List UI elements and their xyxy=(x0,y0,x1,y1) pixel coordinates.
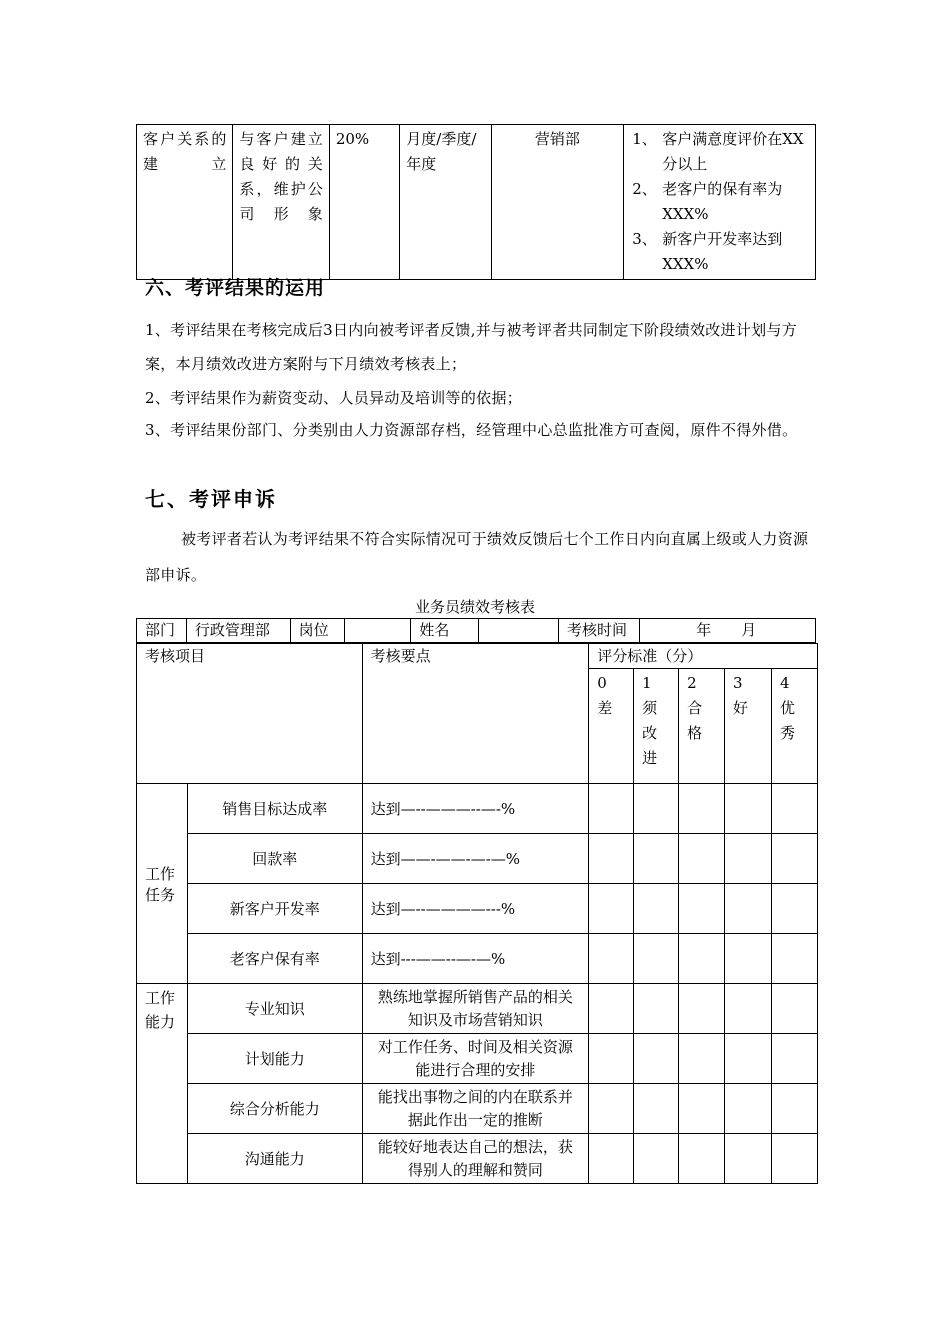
score-char: 须 xyxy=(642,699,658,717)
task-group-text: 工作任务 xyxy=(145,864,176,904)
task-name: 新客户开发率 xyxy=(188,884,363,934)
criteria-item xyxy=(632,227,809,277)
score-input[interactable] xyxy=(634,1134,679,1184)
score-input[interactable] xyxy=(725,1034,772,1084)
task-name: 回款率 xyxy=(188,834,363,884)
score-char: 差 xyxy=(597,699,613,717)
score-char: 格 xyxy=(687,724,703,742)
objective-period: 月度/季度/年度 xyxy=(400,125,491,280)
form-title: 业务员绩效考核表 xyxy=(414,598,535,616)
section-7-heading: 七、考评申诉 xyxy=(145,487,277,511)
ability-point: 对工作任务、时间及相关资源能进行合理的安排 xyxy=(362,1034,589,1084)
objective-description-text: 与客户建立良好的关系，维护公司形象 xyxy=(239,130,323,223)
score-input[interactable] xyxy=(725,884,772,934)
score-num: 1 xyxy=(642,674,652,692)
score-input[interactable] xyxy=(634,834,679,884)
criteria-text: 老客户的保有率为XXX% xyxy=(662,180,783,223)
section-7-paragraph: 被考评者若认为考评结果不符合实际情况可于绩效反馈后七个工作日内向直属上级或人力资源部申诉。 xyxy=(145,530,809,584)
score-char: 优 xyxy=(780,699,796,717)
criteria-text: 新客户开发率达到XXX% xyxy=(662,230,783,273)
score-input[interactable] xyxy=(679,1134,725,1184)
time-label: 考核时间 xyxy=(558,619,639,643)
post-value xyxy=(345,619,411,643)
task-name: 销售目标达成率 xyxy=(188,784,363,834)
time-year: 年 xyxy=(696,621,712,639)
ability-group-label xyxy=(137,984,188,1184)
dept-label: 部门 xyxy=(137,619,187,643)
score-input[interactable] xyxy=(679,984,725,1034)
score-input[interactable] xyxy=(772,784,818,834)
score-input[interactable] xyxy=(589,984,634,1034)
score-input[interactable] xyxy=(772,984,818,1034)
task-group-label xyxy=(137,784,188,984)
score-level-4 xyxy=(772,669,818,784)
table-row xyxy=(137,1034,818,1084)
criteria-item xyxy=(632,177,809,227)
score-input[interactable] xyxy=(634,884,679,934)
task-point: 达到——-——-—-—% xyxy=(362,834,589,884)
score-input[interactable] xyxy=(589,884,634,934)
score-level-2 xyxy=(679,669,725,784)
score-input[interactable] xyxy=(634,984,679,1034)
time-month: 月 xyxy=(741,621,757,639)
evaluation-table xyxy=(136,643,818,1184)
table-row xyxy=(137,644,818,669)
column-header-points: 考核要点 xyxy=(362,644,589,784)
score-input[interactable] xyxy=(725,984,772,1034)
score-input[interactable] xyxy=(772,884,818,934)
table-row xyxy=(137,619,816,643)
dept-value: 行政管理部 xyxy=(186,619,290,643)
score-num: 0 xyxy=(597,674,607,692)
ability-group-text: 工作能力 xyxy=(145,989,176,1031)
task-name: 老客户保有率 xyxy=(188,934,363,984)
score-input[interactable] xyxy=(634,784,679,834)
score-input[interactable] xyxy=(679,834,725,884)
section-6-heading: 六、考评结果的运用 xyxy=(145,277,326,299)
ability-point: 能找出事物之间的内在联系并据此作出一定的推断 xyxy=(362,1084,589,1134)
table-row xyxy=(137,125,816,280)
table-row xyxy=(137,884,818,934)
score-input[interactable] xyxy=(589,1084,634,1134)
table-row xyxy=(137,1134,818,1184)
score-input[interactable] xyxy=(679,934,725,984)
section-6-paragraph-3: 3、考评结果份部门、分类别由人力资源部存档，经管理中心总监批准方可查阅，原件不得外借。 xyxy=(145,421,798,439)
ability-name: 计划能力 xyxy=(188,1034,363,1084)
table-row xyxy=(137,984,818,1034)
objective-criteria xyxy=(624,125,816,280)
score-input[interactable] xyxy=(725,834,772,884)
score-input[interactable] xyxy=(725,1084,772,1134)
score-input[interactable] xyxy=(589,784,634,834)
score-input[interactable] xyxy=(589,1034,634,1084)
score-input[interactable] xyxy=(634,1084,679,1134)
objective-department: 营销部 xyxy=(491,125,624,280)
objective-weight: 20% xyxy=(329,125,399,280)
score-char: 进 xyxy=(642,749,658,767)
score-input[interactable] xyxy=(725,934,772,984)
score-input[interactable] xyxy=(634,1034,679,1084)
score-input[interactable] xyxy=(772,934,818,984)
form-header-table xyxy=(136,618,816,643)
table-row xyxy=(137,784,818,834)
objective-item xyxy=(137,125,233,280)
ability-name: 专业知识 xyxy=(188,984,363,1034)
column-header-item: 考核项目 xyxy=(137,644,363,784)
criteria-number: 2、 xyxy=(632,180,657,198)
task-point: 达到—--————---% xyxy=(362,884,589,934)
ability-name: 综合分析能力 xyxy=(188,1084,363,1134)
score-input[interactable] xyxy=(772,1134,818,1184)
name-value xyxy=(479,619,559,643)
score-input[interactable] xyxy=(679,1084,725,1134)
criteria-item xyxy=(632,127,809,177)
score-char: 好 xyxy=(733,699,749,717)
ability-point: 熟练地掌握所销售产品的相关知识及市场营销知识 xyxy=(362,984,589,1034)
score-input[interactable] xyxy=(589,1134,634,1184)
score-input[interactable] xyxy=(679,884,725,934)
table-row xyxy=(137,1084,818,1134)
score-input[interactable] xyxy=(679,1034,725,1084)
criteria-text: 客户满意度评价在XX分以上 xyxy=(662,130,804,173)
objective-item-text: 客户关系的建立 xyxy=(143,130,227,173)
column-header-score: 评分标准（分） xyxy=(589,644,818,669)
score-char: 秀 xyxy=(780,724,796,742)
score-input[interactable] xyxy=(772,834,818,884)
score-input[interactable] xyxy=(725,1134,772,1184)
name-label: 姓名 xyxy=(411,619,479,643)
score-char: 合 xyxy=(687,699,703,717)
score-num: 4 xyxy=(780,674,790,692)
score-num: 3 xyxy=(733,674,743,692)
score-level-3 xyxy=(725,669,772,784)
score-input[interactable] xyxy=(679,784,725,834)
section-6-paragraph-1: 1、考评结果在考核完成后3日内向被考评者反馈,并与被考评者共同制定下阶段绩效改进计划与方案，本月绩效改进方案附与下月绩效考核表上； xyxy=(145,321,798,373)
score-input[interactable] xyxy=(589,834,634,884)
criteria-number: 3、 xyxy=(632,230,657,248)
score-level-0 xyxy=(589,669,634,784)
score-input[interactable] xyxy=(634,934,679,984)
table-row xyxy=(137,834,818,884)
objective-description xyxy=(233,125,329,280)
table-row xyxy=(137,934,818,984)
ability-name: 沟通能力 xyxy=(188,1134,363,1184)
score-char: 改 xyxy=(642,724,658,742)
task-point: 达到—--———--—-% xyxy=(362,784,589,834)
score-input[interactable] xyxy=(772,1034,818,1084)
post-label: 岗位 xyxy=(290,619,344,643)
criteria-number: 1、 xyxy=(632,130,657,148)
score-input[interactable] xyxy=(725,784,772,834)
ability-point: 能较好地表达自己的想法，获得别人的理解和赞同 xyxy=(362,1134,589,1184)
task-point: 达到---——--—-—% xyxy=(362,934,589,984)
score-input[interactable] xyxy=(589,934,634,984)
score-input[interactable] xyxy=(772,1084,818,1134)
section-6-paragraph-2: 2、考评结果作为薪资变动、人员异动及培训等的依据； xyxy=(145,389,523,407)
objective-table xyxy=(136,124,816,280)
score-num: 2 xyxy=(687,674,697,692)
score-level-1 xyxy=(634,669,679,784)
time-value xyxy=(640,619,816,643)
